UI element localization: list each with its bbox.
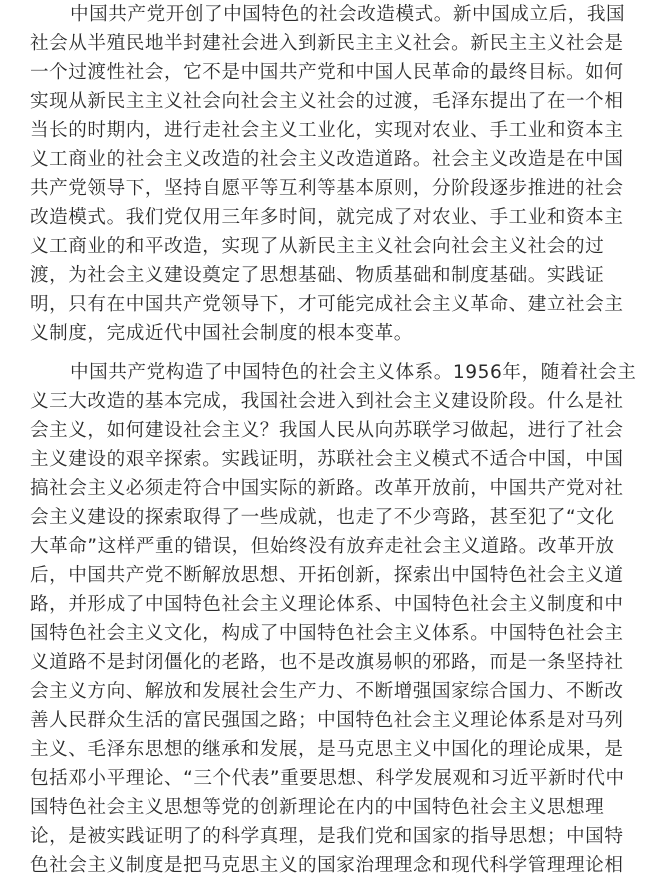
text-line: 渡，为社会主义建设奠定了思想基础、物质基础和制度基础。实践证 — [30, 265, 605, 286]
text-line: 国特色社会主义文化，构成了中国特色社会主义体系。中国特色社会主 — [30, 623, 624, 644]
text-line: 当长的时期内，进行走社会主义工业化，实现对农业、手工业和资本主 — [30, 120, 624, 141]
text-line: 社会从半殖民地半封建社会进入到新民主主义社会。新民主主义社会是 — [30, 33, 624, 54]
text-line: 明，只有在中国共产党领导下，才可能完成社会主义革命、建立社会主 — [30, 294, 624, 315]
text-line: 共产党领导下，坚持自愿平等互利等基本原则，分阶段逐步推进的社会 — [30, 178, 624, 199]
text-line: 主义建设的艰辛探索。实践证明，苏联社会主义模式不适合中国，中国 — [30, 449, 624, 470]
text-line: 搞社会主义必须走符合中国实际的新路。改革开放前，中国共产党对社 — [30, 478, 624, 499]
text-line: 后，中国共产党不断解放思想、开拓创新，探索出中国特色社会主义道 — [30, 565, 624, 586]
text-line: 路，并形成了中国特色社会主义理论体系、中国特色社会主义制度和中 — [30, 594, 624, 615]
text-line: 色社会主义制度是把马克思主义的国家治理理念和现代科学管理理论相 — [30, 855, 624, 876]
text-line: 会主义，如何建设社会主义？我国人民从向苏联学习做起，进行了社会 — [30, 420, 624, 441]
text-line: 中国共产党开创了中国特色的社会改造模式。新中国成立后，我国 — [70, 4, 626, 25]
text-line: 实现从新民主主义社会向社会主义社会的过渡，毛泽东提出了在一个相 — [30, 91, 624, 112]
text-line: 义道路不是封闭僵化的老路，也不是改旗易帜的邪路，而是一条坚持社 — [30, 652, 624, 673]
text-line: 义工商业的社会主义改造的社会主义改造道路。社会主义改造是在中国 — [30, 149, 624, 170]
text-line: 会主义方向、解放和发展社会生产力、不断增强国家综合国力、不断改 — [30, 681, 624, 702]
text-line: 一个过渡性社会，它不是中国共产党和中国人民革命的最终目标。如何 — [30, 62, 624, 83]
text-line: 义制度，完成近代中国社会制度的根本变革。 — [30, 323, 413, 344]
text-line: 主义、毛泽东思想的继承和发展，是马克思主义中国化的理论成果，是 — [30, 739, 624, 760]
text-line: 论，是被实践证明了的科学真理，是我们党和国家的指导思想；中国特 — [30, 826, 624, 847]
text-line: 包括邓小平理论、“三个代表”重要思想、科学发展观和习近平新时代中 — [30, 768, 625, 789]
text-line: 善人民群众生活的富民强国之路；中国特色社会主义理论体系是对马列 — [30, 710, 624, 731]
text-line: 国特色社会主义思想等党的创新理论在内的中国特色社会主义思想理 — [30, 797, 605, 818]
text-line: 义三大改造的基本完成，我国社会进入到社会主义建设阶段。什么是社 — [30, 391, 624, 412]
text-line: 改造模式。我们党仅用三年多时间，就完成了对农业、手工业和资本主 — [30, 207, 624, 228]
text-line: 大革命”这样严重的错误，但始终没有放弃走社会主义道路。改革开放 — [30, 536, 615, 557]
text-line: 义工商业的和平改造，实现了从新民主主义社会向社会主义社会的过 — [30, 236, 605, 257]
text-line: 会主义建设的探索取得了一些成就，也走了不少弯路，甚至犯了“文化 — [30, 507, 615, 528]
text-line: 中国共产党构造了中国特色的社会主义体系。1956年，随着社会主 — [70, 362, 637, 383]
